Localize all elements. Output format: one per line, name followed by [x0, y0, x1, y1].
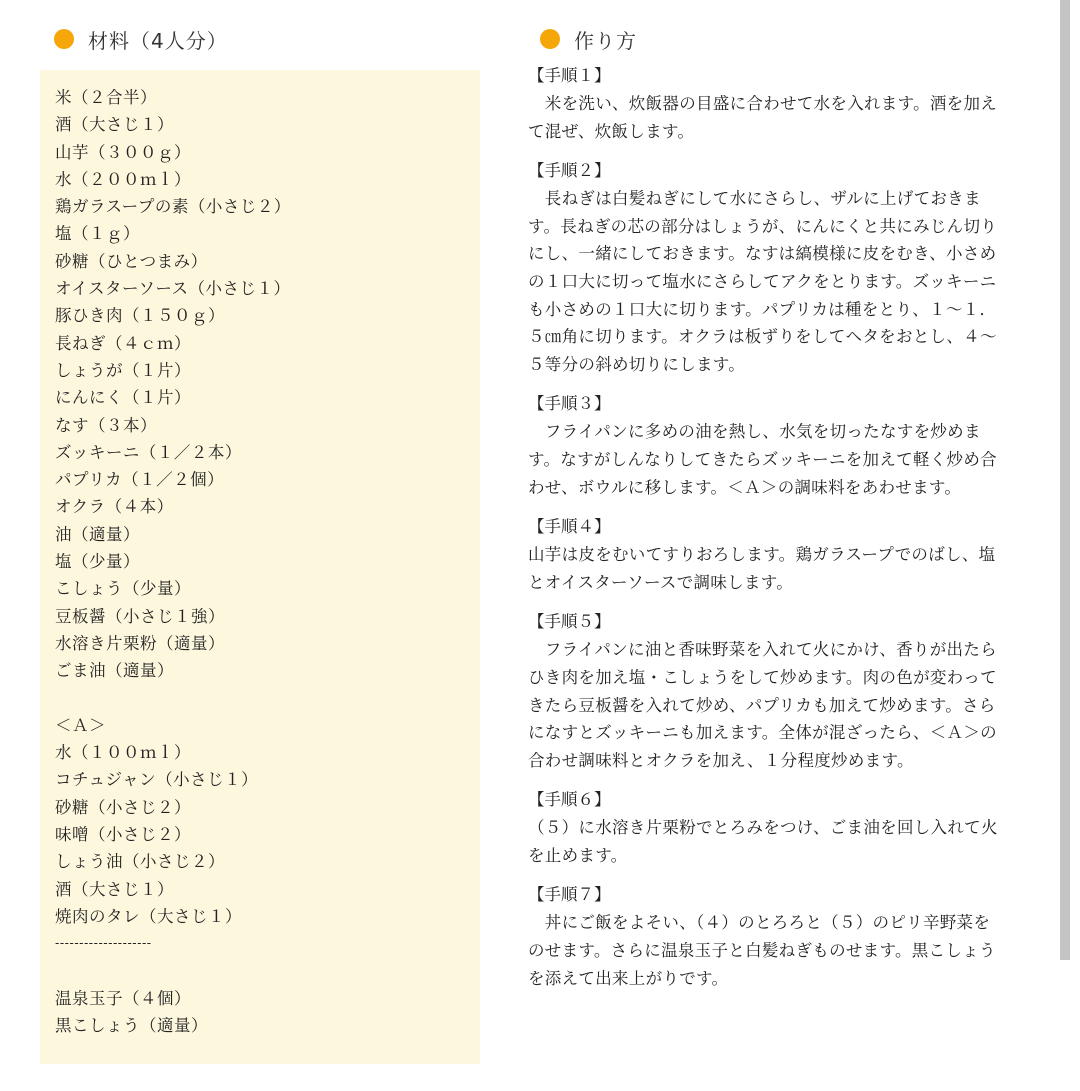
step-label: 【手順３】 — [528, 394, 611, 414]
step-label: 【手順４】 — [528, 517, 611, 537]
step-text — [528, 418, 1038, 501]
ingredient-line: パプリカ（１／２個） — [55, 470, 225, 490]
step-3 — [528, 390, 1038, 501]
step-7 — [528, 881, 1038, 992]
ingredient-line: なす（３本） — [55, 415, 157, 435]
ingredient-line — [55, 685, 480, 712]
step-label: 【手順６】 — [528, 790, 611, 810]
step-text — [528, 909, 1038, 992]
ingredient-line: 水（２００ｍｌ） — [55, 169, 191, 189]
method-column — [528, 0, 1038, 1004]
step-text-line: 丼にご飯をよそい、（４）のとろろと（５）のピリ辛野菜を — [528, 913, 991, 933]
bullet-dot-icon — [540, 29, 560, 49]
step-text — [528, 541, 1038, 596]
step-text-line: ５等分の斜め切りにします。 — [528, 354, 746, 374]
step-text — [528, 90, 1038, 145]
step-text-line: 山芋は皮をむいてすりおろします。鶏ガラスープでのばし、塩 — [528, 545, 996, 565]
ingredient-line: しょう油（小さじ２） — [55, 852, 225, 872]
step-text-line: 長ねぎは白髪ねぎにして水にさらし、ザルに上げておきま — [528, 189, 981, 209]
ingredient-line: 酒（大さじ１） — [55, 879, 174, 899]
step-text-line: わせ、ボウルに移します。＜Ａ＞の調味料をあわせます。 — [528, 477, 962, 497]
ingredient-line: ＜Ａ＞ — [55, 715, 106, 735]
ingredients-header — [40, 8, 480, 70]
step-text-line: になすとズッキーニも加えます。全体が混ざったら、＜Ａ＞の — [528, 723, 997, 743]
step-text-line: て混ぜ、炊飯します。 — [528, 121, 695, 141]
method-steps — [528, 62, 1038, 992]
ingredient-line: 温泉玉子（４個） — [55, 988, 191, 1008]
step-text-line: ひき肉を加え塩・こしょうをして炒めます。肉の色が変わって — [528, 667, 997, 687]
step-text-line: 合わせ調味料とオクラを加え、１分程度炒めます。 — [528, 750, 914, 770]
step-text-line: にし、一緒にしておきます。なすは縞模様に皮をむき、小さめ — [528, 244, 997, 264]
ingredient-line: にんにく（１片） — [55, 388, 191, 408]
ingredient-line: 山芋（３００ｇ） — [55, 142, 191, 162]
ingredient-line: 長ねぎ（４ｃｍ） — [55, 333, 191, 353]
step-text-line: のせます。さらに温泉玉子と白髪ねぎものせます。黒こしょう — [528, 941, 996, 961]
method-header — [528, 8, 1038, 70]
ingredient-line: 塩（１ｇ） — [55, 224, 140, 244]
ingredient-line: オイスターソース（小さじ１） — [55, 279, 291, 299]
ingredients-list — [40, 70, 480, 1064]
step-text-line: フライパンに多めの油を熱し、水気を切ったなすを炒めま — [528, 422, 981, 442]
step-label: 【手順２】 — [528, 161, 611, 181]
ingredient-line: オクラ（４本） — [55, 497, 174, 517]
ingredient-line: ごま油（適量） — [55, 661, 174, 681]
step-text-line: とオイスターソースで調味します。 — [528, 572, 794, 592]
bullet-dot-icon — [54, 29, 74, 49]
ingredient-line: -------------------- — [55, 936, 152, 951]
ingredient-line: 水溶き片栗粉（適量） — [55, 633, 225, 653]
ingredient-line: 鶏ガラスープの素（小さじ２） — [55, 197, 291, 217]
ingredient-line: 砂糖（ひとつまみ） — [55, 251, 208, 271]
ingredient-line: 油（適量） — [55, 524, 140, 544]
step-label: 【手順１】 — [528, 66, 611, 85]
ingredient-line: 砂糖（小さじ２） — [55, 797, 191, 817]
ingredients-column — [40, 0, 480, 1064]
step-text-line: （５）に水溶き片栗粉でとろみをつけ、ごま油を回し入れて火 — [528, 818, 998, 838]
ingredient-line: 豆板醤（小さじ１強） — [55, 606, 225, 626]
ingredient-line: 豚ひき肉（１５０ｇ） — [55, 306, 225, 326]
step-text-line: フライパンに油と香味野菜を入れて火にかけ、香りが出たら — [528, 640, 997, 660]
ingredient-line: コチュジャン（小さじ１） — [55, 770, 259, 790]
step-text — [528, 814, 1038, 869]
step-text — [528, 185, 1038, 378]
step-4 — [528, 513, 1038, 596]
step-1 — [528, 62, 1038, 145]
step-text-line: を止めます。 — [528, 845, 628, 865]
ingredient-line: 塩（少量） — [55, 552, 140, 572]
step-5 — [528, 608, 1038, 774]
step-label: 【手順５】 — [528, 612, 611, 632]
step-text — [528, 636, 1038, 774]
ingredient-line: 水（１００ｍｌ） — [55, 743, 191, 763]
step-2 — [528, 157, 1038, 378]
ingredient-line: 黒こしょう（適量） — [55, 1016, 208, 1036]
scrollbar[interactable] — [1060, 0, 1070, 960]
step-text-line: ５㎝角に切ります。オクラは板ずりをしてヘタをおとし、４～ — [528, 327, 997, 347]
step-text-line: きたら豆板醤を入れて炒め、パプリカも加えて炒めます。さら — [528, 695, 996, 715]
ingredient-line: こしょう（少量） — [55, 579, 191, 599]
step-text-line: す。なすがしんなりしてきたらズッキーニを加えて軽く炒め合 — [528, 449, 997, 469]
ingredient-line: 焼肉のタレ（大さじ１） — [55, 906, 242, 926]
step-text-line: を添えて出来上がりです。 — [528, 968, 729, 988]
step-text-line: す。長ねぎの芯の部分はしょうが、にんにくと共にみじん切り — [528, 216, 998, 236]
ingredient-line — [55, 958, 480, 985]
step-6 — [528, 786, 1038, 869]
ingredient-line: ズッキーニ（１／２本） — [55, 442, 242, 462]
step-text-line: も小さめの１口大に切ります。パプリカは種をとり、１～１． — [528, 299, 997, 319]
step-text-line: の１口大に切って塩水にさらしてアクをとります。ズッキーニ — [528, 271, 997, 291]
method-title: 作り方 — [574, 28, 637, 53]
ingredient-line: 酒（大さじ１） — [55, 115, 174, 135]
step-label: 【手順７】 — [528, 885, 611, 905]
ingredient-line: 味噌（小さじ２） — [55, 825, 191, 845]
ingredient-line: しょうが（１片） — [55, 360, 191, 380]
ingredient-line: 米（２合半） — [55, 88, 157, 107]
step-text-line: 米を洗い、炊飯器の目盛に合わせて水を入れます。酒を加え — [528, 94, 998, 113]
ingredients-title: 材料（4人分） — [88, 28, 228, 53]
